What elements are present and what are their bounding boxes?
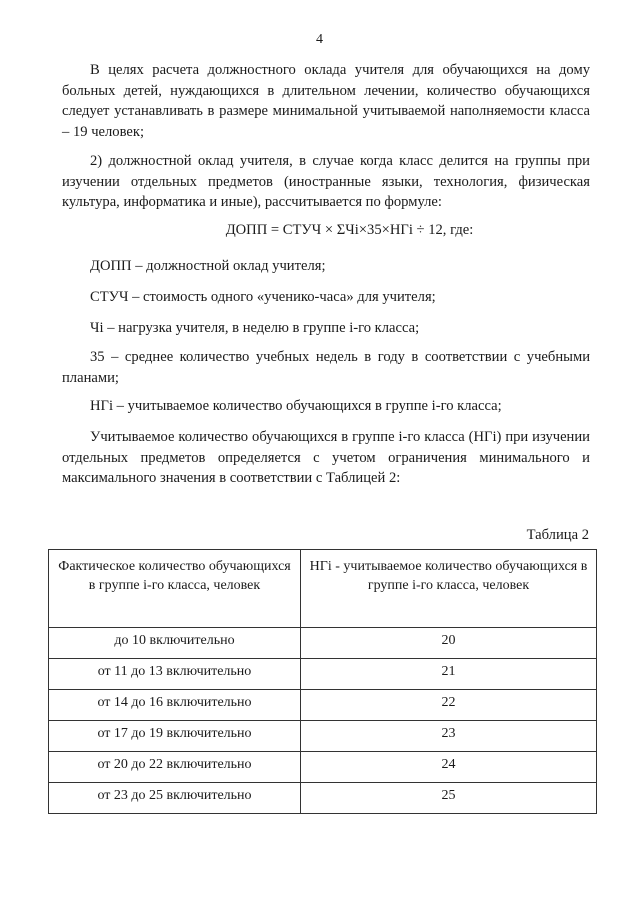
table-row xyxy=(49,721,597,752)
salary-formula: ДОПП = СТУЧ × ΣЧi×35×НГi ÷ 12, где: xyxy=(225,222,474,238)
definition-ngi: НГi – учитываемое количество обучающихся в группе i-го класса; xyxy=(90,398,502,414)
table-row xyxy=(49,752,597,783)
cell-counted-value: 22 xyxy=(301,690,597,721)
table-row xyxy=(49,659,597,690)
cell-actual-range: от 17 до 19 включительно xyxy=(49,721,301,752)
cell-counted-value: 25 xyxy=(301,783,597,814)
paragraph-group-salary: 2) должностной оклад учителя, в случае когда класс делится на группы при изучении отдельных предметов (иностранные языки, технология, физическая культура, информатика и иные), рассчитывается по формуле: xyxy=(62,153,590,210)
header-counted-count: НГi - учитываемое количество обучающихся в группе i-го класса, человек xyxy=(301,550,597,628)
definition-dopp: ДОПП – должностной оклад учителя; xyxy=(90,258,326,274)
paragraph-home-schooling: В целях расчета должностного оклада учителя для обучающихся на дому больных детей, нуждающихся в длительном лечении, количество обучающихся следует устанавливать в размере минимальной учитываемой наполняемости класса – 19 человек; xyxy=(62,62,590,140)
table-header-row xyxy=(49,550,597,628)
header-actual-count: Фактическое количество обучающихся в группе i-го класса, человек xyxy=(49,550,301,628)
table-row xyxy=(49,628,597,659)
page-number: 4 xyxy=(316,32,323,47)
definition-35: 35 – среднее количество учебных недель в году в соответствии с учебными планами; xyxy=(62,349,590,386)
cell-actual-range: до 10 включительно xyxy=(49,628,301,659)
cell-counted-value: 24 xyxy=(301,752,597,783)
paragraph-table-intro: Учитываемое количество обучающихся в группе i-го класса (НГi) при изучении отдельных предметов определяется с учетом ограничения минимального и максимального значения в соответствии с Таблицей 2: xyxy=(62,429,590,486)
definition-stuch: СТУЧ – стоимость одного «ученико-часа» для учителя; xyxy=(90,289,436,305)
cell-actual-range: от 14 до 16 включительно xyxy=(49,690,301,721)
cell-actual-range: от 23 до 25 включительно xyxy=(49,783,301,814)
cell-counted-value: 23 xyxy=(301,721,597,752)
table-row xyxy=(49,783,597,814)
cell-counted-value: 21 xyxy=(301,659,597,690)
table-caption: Таблица 2 xyxy=(526,527,589,543)
group-size-table xyxy=(48,549,597,814)
definition-chi: Чi – нагрузка учителя, в неделю в группе i-го класса; xyxy=(90,320,420,336)
cell-counted-value: 20 xyxy=(301,628,597,659)
table-row xyxy=(49,690,597,721)
cell-actual-range: от 20 до 22 включительно xyxy=(49,752,301,783)
cell-actual-range: от 11 до 13 включительно xyxy=(49,659,301,690)
